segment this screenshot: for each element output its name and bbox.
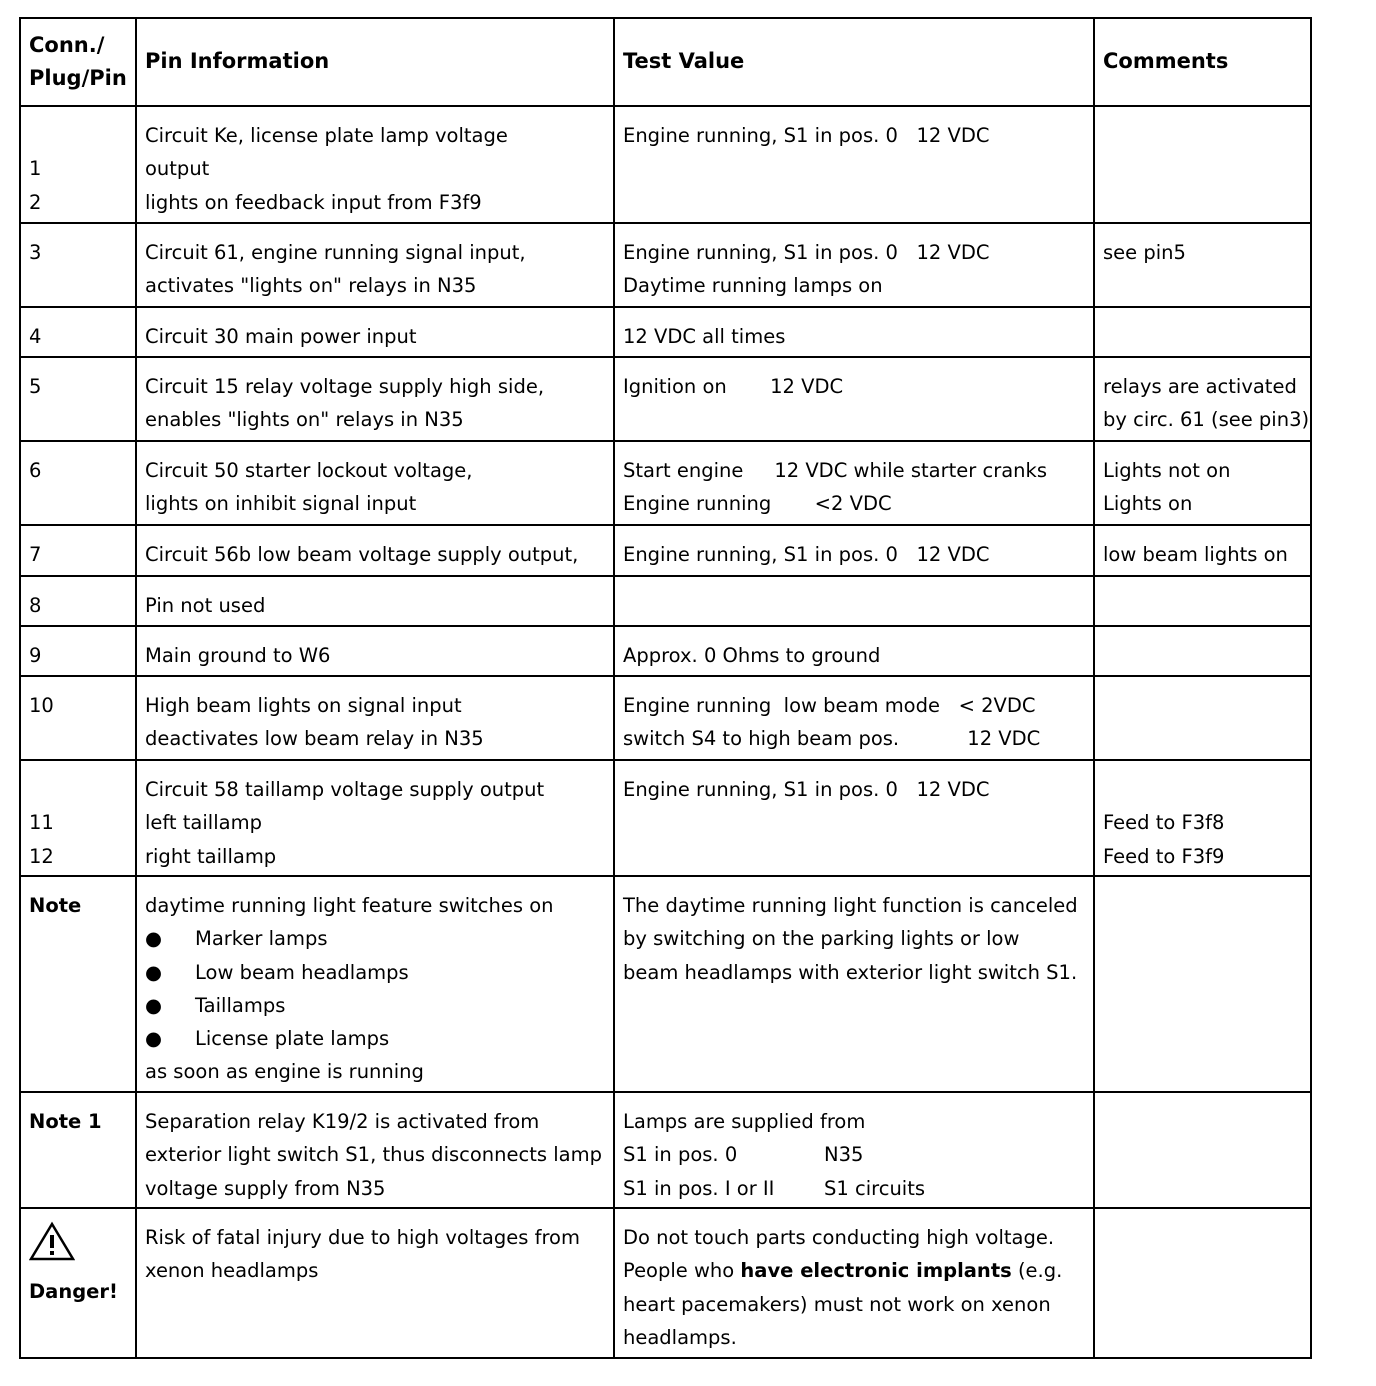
comments-header: Comments (1094, 18, 1311, 106)
pin-number-cell: 8 (20, 576, 136, 626)
pin-number-cell: 7 (20, 525, 136, 576)
note-comments (1094, 876, 1311, 1092)
table-row (20, 357, 1311, 441)
pin-info-cell: Circuit 50 starter lockout voltage, lights on inhibit signal input (136, 441, 614, 525)
warning-triangle-icon (29, 1221, 75, 1261)
danger-label: Danger! (29, 1280, 118, 1303)
pin-information-table (19, 17, 1312, 1359)
note1-comments (1094, 1092, 1311, 1208)
danger-comments (1094, 1208, 1311, 1358)
note-bullet: ● License plate lamps (145, 1027, 390, 1051)
pin-number-cell: 4 (20, 307, 136, 357)
note1-label: Note 1 (20, 1092, 136, 1208)
pin-info-cell: Circuit Ke, license plate lamp voltage output lights on feedback input from F3f9 (136, 106, 614, 223)
pin-number-cell: 10 (20, 676, 136, 760)
note1-test-value: Lamps are supplied from S1 in pos. 0 N35 S1 in pos. I or II S1 circuits (614, 1092, 1094, 1208)
table-row (20, 106, 1311, 223)
test-value-cell: Approx. 0 Ohms to ground (614, 626, 1094, 676)
comments-cell (1094, 307, 1311, 357)
table-row (20, 760, 1311, 876)
pin-number-cell: 1 2 (20, 106, 136, 223)
comments-cell (1094, 106, 1311, 223)
conn-plug-pin-header: Conn./ Plug/Pin (20, 18, 136, 106)
test-value-cell: 12 VDC all times (614, 307, 1094, 357)
test-value-cell: Engine running low beam mode < 2VDC switch S4 to high beam pos. 12 VDC (614, 676, 1094, 760)
note1-row (20, 1092, 1311, 1208)
header-row (20, 18, 1311, 106)
test-value-cell: Start engine 12 VDC while starter cranks Engine running <2 VDC (614, 441, 1094, 525)
test-value-cell: Engine running, S1 in pos. 0 12 VDC Daytime running lamps on (614, 223, 1094, 307)
note-test-value: The daytime running light function is canceled by switching on the parking lights or low beam headlamps with exterior light switch S1. (614, 876, 1094, 1092)
comments-cell (1094, 576, 1311, 626)
comments-cell (1094, 676, 1311, 760)
table-row (20, 676, 1311, 760)
table-row (20, 441, 1311, 525)
note-label: Note (20, 876, 136, 1092)
pin-info-cell: Circuit 30 main power input (136, 307, 614, 357)
pin-information-header: Pin Information (136, 18, 614, 106)
pin-info-cell: Main ground to W6 (136, 626, 614, 676)
note-row (20, 876, 1311, 1092)
pin-number-cell: 6 (20, 441, 136, 525)
comments-cell: Lights not on Lights on (1094, 441, 1311, 525)
pin-info-cell: Circuit 61, engine running signal input, activates "lights on" relays in N35 (136, 223, 614, 307)
danger-row (20, 1208, 1311, 1358)
note-bullet: ● Low beam headlamps (145, 960, 409, 984)
test-value-cell: Engine running, S1 in pos. 0 12 VDC (614, 760, 1094, 876)
table-row (20, 576, 1311, 626)
note-bullet: ● Marker lamps (145, 927, 328, 951)
pin-info-cell: High beam lights on signal input deactivates low beam relay in N35 (136, 676, 614, 760)
table-row (20, 223, 1311, 307)
pin-info-cell: Circuit 58 taillamp voltage supply output left taillamp right taillamp (136, 760, 614, 876)
test-value-header: Test Value (614, 18, 1094, 106)
pin-info-cell: Circuit 56b low beam voltage supply output, (136, 525, 614, 576)
danger-cell (20, 1208, 136, 1358)
comments-cell: see pin5 (1094, 223, 1311, 307)
pin-number-cell: 5 (20, 357, 136, 441)
comments-cell: low beam lights on (1094, 525, 1311, 576)
table-row (20, 525, 1311, 576)
table-row (20, 626, 1311, 676)
pin-number-cell: 11 12 (20, 760, 136, 876)
pin-info-cell: Circuit 15 relay voltage supply high side, enables "lights on" relays in N35 (136, 357, 614, 441)
comments-cell: Feed to F3f8 Feed to F3f9 (1094, 760, 1311, 876)
note1-info: Separation relay K19/2 is activated from exterior light switch S1, thus disconnects lamp voltage supply from N35 (136, 1092, 614, 1208)
test-value-cell: Engine running, S1 in pos. 0 12 VDC (614, 106, 1094, 223)
danger-info: Risk of fatal injury due to high voltages from xenon headlamps (136, 1208, 614, 1358)
danger-test-value: Do not touch parts conducting high voltage. People who have electronic implants (e.g. heart pacemakers) must not work on xenon headlamps. (614, 1208, 1094, 1358)
comments-cell: relays are activated by circ. 61 (see pin3) (1094, 357, 1311, 441)
note-bullet: ● Taillamps (145, 993, 286, 1017)
pin-number-cell: 9 (20, 626, 136, 676)
comments-cell (1094, 626, 1311, 676)
table-row (20, 307, 1311, 357)
pin-info-cell: Pin not used (136, 576, 614, 626)
test-value-cell: Engine running, S1 in pos. 0 12 VDC (614, 525, 1094, 576)
test-value-cell: Ignition on 12 VDC (614, 357, 1094, 441)
note-info: daytime running light feature switches on ● Marker lamps ● Low beam headlamps ● Taillamps ● License plate lamps as soon as engine is running (136, 876, 614, 1092)
test-value-cell (614, 576, 1094, 626)
pin-number-cell: 3 (20, 223, 136, 307)
